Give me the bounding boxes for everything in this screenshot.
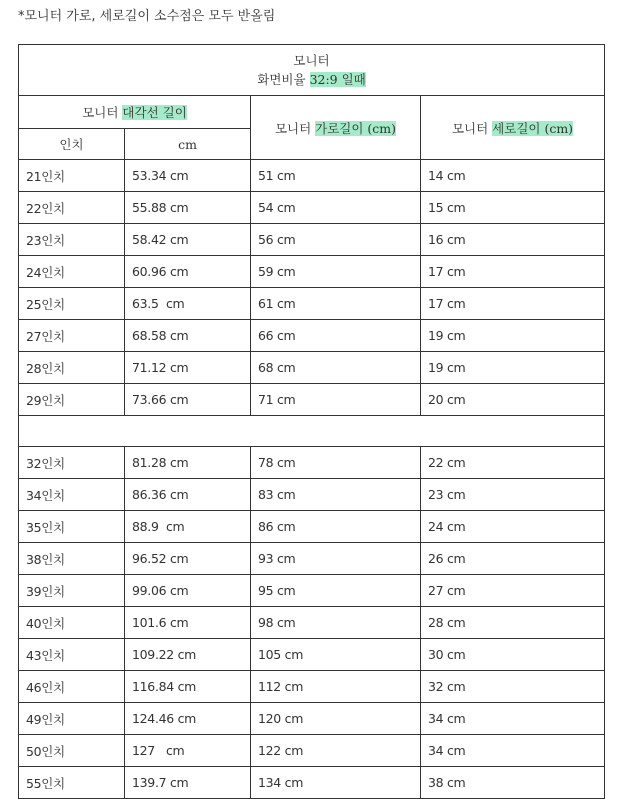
table-title — [19, 45, 605, 96]
cm-cell: 116.84 cm — [125, 671, 251, 703]
height-cell: 22 cm — [421, 447, 605, 479]
height-cell: 28 cm — [421, 607, 605, 639]
inch-cell: 24인치 — [19, 256, 125, 288]
inch-cell: 28인치 — [19, 352, 125, 384]
height-header — [421, 96, 605, 160]
inch-cell: 32인치 — [19, 447, 125, 479]
cm-cell: 81.28 cm — [125, 447, 251, 479]
inch-cell: 21인치 — [19, 160, 125, 192]
inch-cell: 35인치 — [19, 511, 125, 543]
table-row — [19, 224, 605, 256]
width-cell: 105 cm — [251, 639, 421, 671]
group-separator-cell — [19, 416, 605, 447]
inch-cell: 38인치 — [19, 543, 125, 575]
height-cell: 16 cm — [421, 224, 605, 256]
height-cell: 23 cm — [421, 479, 605, 511]
table-row — [19, 352, 605, 384]
table-row — [19, 479, 605, 511]
width-cell: 95 cm — [251, 575, 421, 607]
width-cell: 66 cm — [251, 320, 421, 352]
height-cell: 17 cm — [421, 256, 605, 288]
cm-cell: 73.66 cm — [125, 384, 251, 416]
width-cell: 56 cm — [251, 224, 421, 256]
diagonal-header-prefix: 모니터 — [82, 105, 123, 120]
height-cell: 26 cm — [421, 543, 605, 575]
inch-cell: 27인치 — [19, 320, 125, 352]
height-header-prefix: 모니터 — [451, 120, 493, 136]
monitor-size-table — [18, 44, 605, 799]
table-row — [19, 607, 605, 639]
width-header-highlight: 가로길이 (cm) — [315, 120, 397, 136]
height-cell: 19 cm — [421, 352, 605, 384]
inch-cell: 43인치 — [19, 639, 125, 671]
height-cell: 34 cm — [421, 703, 605, 735]
height-cell: 38 cm — [421, 767, 605, 799]
width-cell: 120 cm — [251, 703, 421, 735]
table-title-line1: 모니터 — [293, 53, 330, 68]
diagonal-header-highlight: 대각선 길이 — [122, 105, 187, 120]
inch-cell: 25인치 — [19, 288, 125, 320]
table-row — [19, 575, 605, 607]
width-cell: 71 cm — [251, 384, 421, 416]
table-title-line2 — [26, 70, 597, 89]
height-header-highlight: 세로길이 (cm) — [492, 120, 574, 136]
table-row — [19, 447, 605, 479]
cm-cell: 88.9 cm — [125, 511, 251, 543]
cm-cell: 127 cm — [125, 735, 251, 767]
inch-column-header: 인치 — [19, 129, 125, 160]
table-row — [19, 671, 605, 703]
cm-cell: 124.46 cm — [125, 703, 251, 735]
width-cell: 134 cm — [251, 767, 421, 799]
inch-cell: 22인치 — [19, 192, 125, 224]
height-cell: 27 cm — [421, 575, 605, 607]
cm-cell: 139.7 cm — [125, 767, 251, 799]
width-cell: 83 cm — [251, 479, 421, 511]
cm-cell: 60.96 cm — [125, 256, 251, 288]
height-cell: 34 cm — [421, 735, 605, 767]
width-header — [251, 96, 421, 160]
table-row — [19, 703, 605, 735]
table-row — [19, 320, 605, 352]
cm-cell: 86.36 cm — [125, 479, 251, 511]
table-row — [19, 192, 605, 224]
inch-cell: 23인치 — [19, 224, 125, 256]
height-cell: 20 cm — [421, 384, 605, 416]
group-separator-row — [19, 416, 605, 447]
width-cell: 68 cm — [251, 352, 421, 384]
inch-cell: 39인치 — [19, 575, 125, 607]
height-cell: 24 cm — [421, 511, 605, 543]
width-cell: 51 cm — [251, 160, 421, 192]
width-cell: 98 cm — [251, 607, 421, 639]
inch-cell: 46인치 — [19, 671, 125, 703]
height-cell: 17 cm — [421, 288, 605, 320]
table-row — [19, 639, 605, 671]
width-cell: 112 cm — [251, 671, 421, 703]
inch-cell: 50인치 — [19, 735, 125, 767]
cm-cell: 99.06 cm — [125, 575, 251, 607]
table-row — [19, 511, 605, 543]
height-cell: 14 cm — [421, 160, 605, 192]
width-cell: 59 cm — [251, 256, 421, 288]
cm-cell: 96.52 cm — [125, 543, 251, 575]
height-cell: 15 cm — [421, 192, 605, 224]
cm-cell: 109.22 cm — [125, 639, 251, 671]
table-row — [19, 543, 605, 575]
table-row — [19, 384, 605, 416]
table-row — [19, 256, 605, 288]
height-cell: 30 cm — [421, 639, 605, 671]
cm-cell: 68.58 cm — [125, 320, 251, 352]
inch-cell: 55인치 — [19, 767, 125, 799]
height-cell: 19 cm — [421, 320, 605, 352]
width-header-prefix: 모니터 — [274, 120, 316, 136]
inch-cell: 40인치 — [19, 607, 125, 639]
diagonal-header — [19, 96, 251, 129]
cm-cell: 53.34 cm — [125, 160, 251, 192]
cm-cell: 58.42 cm — [125, 224, 251, 256]
cm-cell: 101.6 cm — [125, 607, 251, 639]
aspect-ratio-highlight: 32:9 일때 — [309, 72, 366, 87]
table-row — [19, 288, 605, 320]
inch-cell: 34인치 — [19, 479, 125, 511]
inch-cell: 49인치 — [19, 703, 125, 735]
table-header — [19, 45, 605, 160]
cm-cell: 71.12 cm — [125, 352, 251, 384]
width-cell: 54 cm — [251, 192, 421, 224]
width-cell: 78 cm — [251, 447, 421, 479]
cm-cell: 55.88 cm — [125, 192, 251, 224]
height-cell: 32 cm — [421, 671, 605, 703]
width-cell: 61 cm — [251, 288, 421, 320]
table-body — [19, 160, 605, 799]
cm-column-header: cm — [125, 129, 251, 160]
table-row — [19, 767, 605, 799]
aspect-ratio-label: 화면비율 — [257, 72, 310, 87]
table-row — [19, 735, 605, 767]
width-cell: 93 cm — [251, 543, 421, 575]
cm-cell: 63.5 cm — [125, 288, 251, 320]
inch-cell: 29인치 — [19, 384, 125, 416]
table-row — [19, 160, 605, 192]
rounding-note: *모니터 가로, 세로길이 소수점은 모두 반올림 — [18, 9, 276, 24]
width-cell: 122 cm — [251, 735, 421, 767]
width-cell: 86 cm — [251, 511, 421, 543]
